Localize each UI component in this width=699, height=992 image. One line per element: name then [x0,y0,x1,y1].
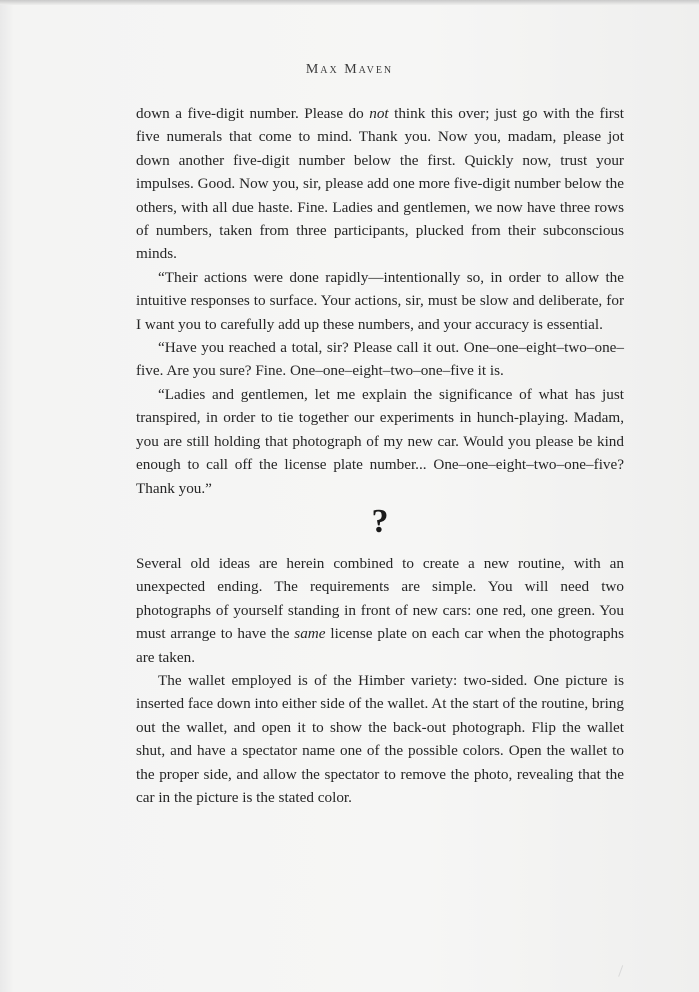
paragraph [136,336,624,383]
text-run: license plate on each car when the photographs are taken. [136,625,624,666]
text-run: “Ladies and gentlemen, let me explain the significance of what has just transpired, in order to tie together our experiments in hunch-playing. Madam, you are still holding that photograph of my new car. Would you please be kind enough to call off the license plate number... One–one–eight–two–one–five? Thank you.” [136,385,624,497]
body-text [136,102,624,809]
text-run: “Have you reached a total, sir? Please call it out. One–one–eight–two–one–five. Are you sure? Fine. One–one–eight–two–one–five it is. [136,339,624,380]
paragraph [136,266,624,336]
text-run: “Their actions were done rapidly—intentionally so, in order to allow the intuitive responses to surface. Your actions, sir, must be slow and deliberate, for I want you to carefully add up these numbers, and your accuracy is essential. [136,268,624,333]
paragraph [136,552,624,669]
paragraph [136,102,624,266]
section-before-divider [136,102,624,500]
paper-blemish [618,965,629,979]
text-run: think this over; just go with the first five numerals that come to mind. Thank you. Now you, madam, please jot down another five-digit number below the first. Quickly now, trust your impulses. Good. Now you, sir, please add one more five-digit number below the others, with all due haste. Fine. Ladies and gentlemen, we now have three rows of numbers, taken from three participants, plucked from their subconscious minds. [136,105,624,263]
text-run: Several old ideas are herein combined to create a new routine, with an unexpected ending. The requirements are simple. You will need two photographs of yourself standing in front of new cars: one red, one green. You must arrange to have the [136,554,624,643]
text-run: The wallet employed is of the Himber variety: two-sided. One picture is inserted face down into either side of the wallet. At the start of the routine, bring out the wallet, and open it to show the back-out photograph. Flip the wallet shut, and have a spectator name one of the possible colors. Open the wallet to the proper side, and allow the spectator to remove the photo, revealing that the car in the picture is the stated color. [136,671,624,806]
section-after-divider [136,552,624,809]
paragraph [136,383,624,500]
running-head: Max Maven [305,62,394,77]
paragraph [136,669,624,809]
emphasis: not [369,105,389,122]
emphasis: same [294,625,326,643]
text-run: down a five-digit number. Please do [136,105,370,122]
section-divider-question-mark: ? [371,502,389,540]
page-top-edge [0,0,699,5]
